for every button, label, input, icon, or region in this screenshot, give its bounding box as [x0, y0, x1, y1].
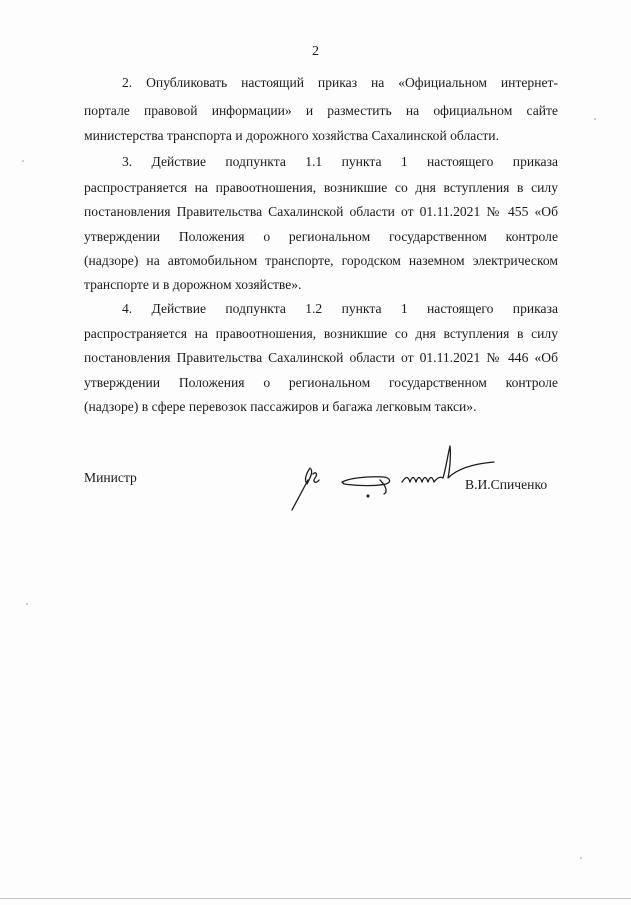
text-line: портале правовой информации» и разместить на официальном сайте — [84, 103, 558, 118]
text-line: 2. Опубликовать настоящий приказ на «Официальном интернет- — [122, 75, 558, 90]
text-line: постановления Правительства Сахалинской области от 01.11.2021 № 455 «Об — [84, 204, 558, 219]
text-line: транспорте и в дорожном хозяйстве». — [84, 277, 302, 292]
scan-speck — [26, 603, 28, 605]
text-line: министерства транспорта и дорожного хозяйства Сахалинской области. — [84, 128, 499, 143]
scan-speck — [22, 160, 24, 162]
text-line: 3. Действие подпункта 1.1 пункта 1 настоящего приказа — [122, 154, 558, 169]
page-number: 2 — [312, 44, 319, 59]
text-line: распространяется на правоотношения, возникшие со дня вступления в силу — [84, 326, 558, 341]
text-line: (надзоре) в сфере перевозок пассажиров и багажа легковым такси». — [84, 399, 477, 414]
scan-speck — [594, 118, 596, 120]
text-line: 4. Действие подпункта 1.2 пункта 1 настоящего приказа — [122, 301, 558, 316]
text-line: (надзоре) на автомобильном транспорте, городском наземном электрическом — [84, 253, 558, 268]
text-line: распространяется на правоотношения, возникшие со дня вступления в силу — [84, 180, 558, 195]
scan-speck — [580, 857, 582, 859]
scan-edge-divider — [0, 898, 631, 899]
text-line: утверждении Положения о региональном государственном контроле — [84, 375, 558, 390]
signer-name: В.И.Спиченко — [465, 477, 548, 492]
text-line: утверждении Положения о региональном государственном контроле — [84, 229, 558, 244]
signer-title: Министр — [84, 470, 137, 485]
text-line: постановления Правительства Сахалинской области от 01.11.2021 № 446 «Об — [84, 350, 558, 365]
